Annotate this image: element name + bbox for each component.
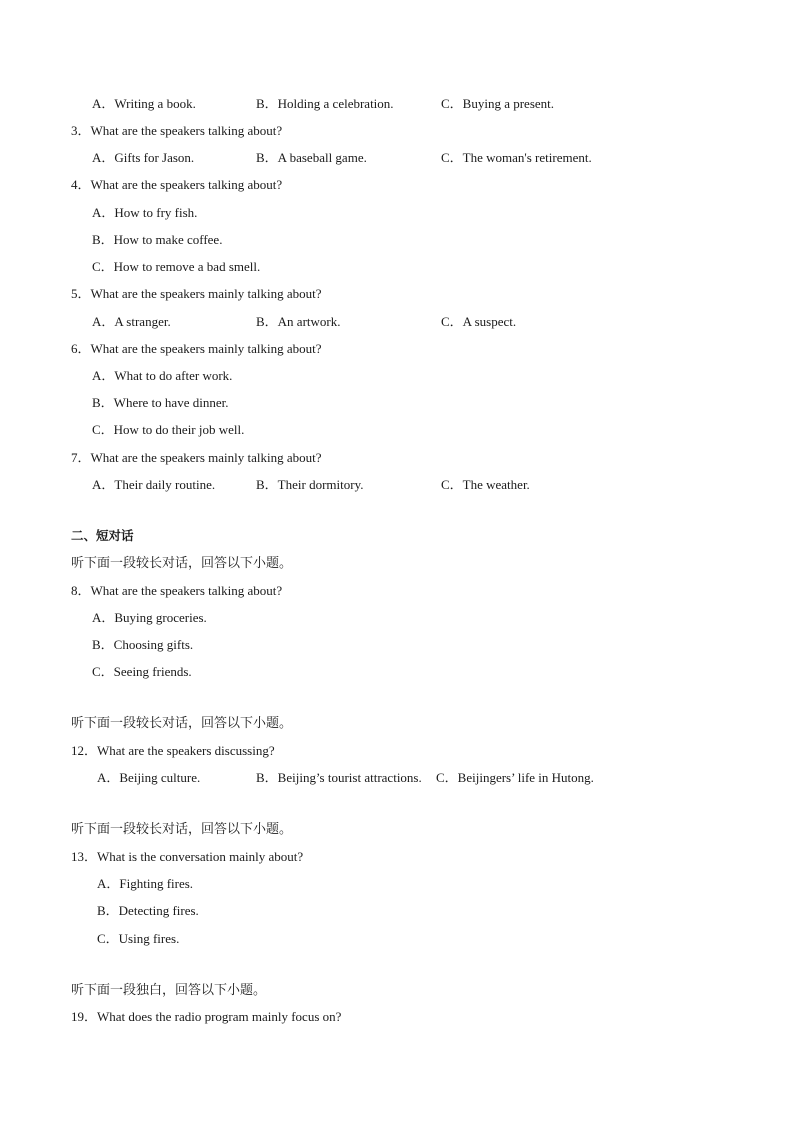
q4-question: 4．What are the speakers talking about?: [71, 177, 283, 192]
q3-option-a: A．Gifts for Jason.: [92, 150, 195, 165]
q2-option-c: C．Buying a present.: [441, 96, 555, 111]
q13-option-b: B．Detecting fires.: [97, 903, 199, 918]
q13-instruction: 听下面一段较长对话，回答以下小题。: [71, 822, 293, 837]
q13-option-a: A．Fighting fires.: [97, 876, 194, 891]
q3-question: 3．What are the speakers talking about?: [71, 123, 283, 138]
q7-question: 7．What are the speakers mainly talking about?: [71, 450, 322, 465]
q19-instruction: 听下面一段独白，回答以下小题。: [71, 983, 267, 998]
q5-question: 5．What are the speakers mainly talking about?: [71, 286, 322, 301]
q5-option-a: A．A stranger.: [92, 314, 171, 329]
q13-question: 13．What is the conversation mainly about?: [71, 849, 304, 864]
q5-option-c: C．A suspect.: [441, 314, 517, 329]
q8-question: 8．What are the speakers talking about?: [71, 583, 283, 598]
q12-option-c: C．Beijingers’ life in Hutong.: [436, 770, 594, 785]
q8-option-c: C．Seeing friends.: [92, 664, 192, 679]
q5-option-b: B．An artwork.: [256, 314, 341, 329]
q12-instruction: 听下面一段较长对话，回答以下小题。: [71, 716, 293, 731]
q8-instruction: 听下面一段较长对话，回答以下小题。: [71, 556, 293, 571]
q12-option-b: B．Beijing’s tourist attractions.: [256, 770, 422, 785]
q13-option-c: C．Using fires.: [97, 931, 180, 946]
q7-option-c: C．The weather.: [441, 477, 530, 492]
q8-option-a: A．Buying groceries.: [92, 610, 207, 625]
q3-option-c: C．The woman's retirement.: [441, 150, 592, 165]
q2-option-b: B．Holding a celebration.: [256, 96, 394, 111]
q8-option-b: B．Choosing gifts.: [92, 637, 194, 652]
q4-option-c: C．How to remove a bad smell.: [92, 259, 261, 274]
q6-question: 6．What are the speakers mainly talking about?: [71, 341, 322, 356]
q7-option-a: A．Their daily routine.: [92, 477, 216, 492]
q12-question: 12．What are the speakers discussing?: [71, 743, 275, 758]
q7-option-b: B．Their dormitory.: [256, 477, 364, 492]
q3-option-b: B．A baseball game.: [256, 150, 367, 165]
q6-option-c: C．How to do their job well.: [92, 422, 245, 437]
q4-option-b: B．How to make coffee.: [92, 232, 223, 247]
q2-option-a: A．Writing a book.: [92, 96, 196, 111]
q4-option-a: A．How to fry fish.: [92, 205, 198, 220]
q6-option-b: B．Where to have dinner.: [92, 395, 229, 410]
q6-option-a: A．What to do after work.: [92, 368, 233, 383]
section2-heading: 二、短对话: [71, 528, 134, 543]
q19-question: 19．What does the radio program mainly focus on?: [71, 1009, 342, 1024]
q12-option-a: A．Beijing culture.: [97, 770, 201, 785]
